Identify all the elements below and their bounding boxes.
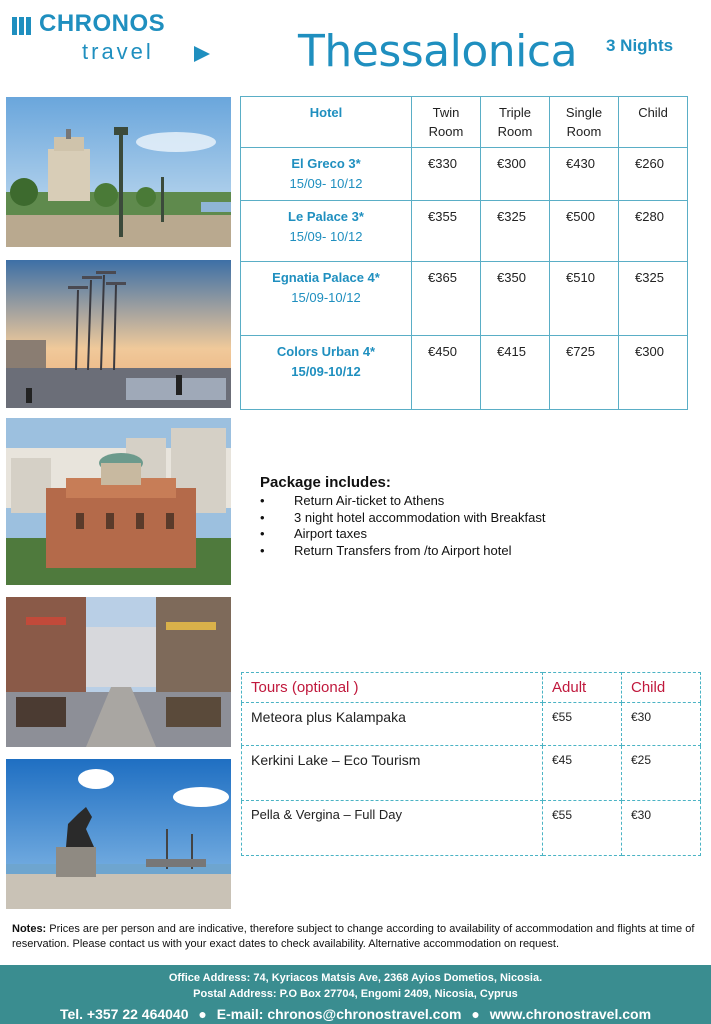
price-cell: €450: [412, 336, 481, 410]
table-row: [241, 262, 688, 336]
child-price: €30: [622, 801, 701, 856]
separator-dot: ●: [471, 1006, 480, 1022]
logo-bars-icon: [12, 17, 34, 35]
package-heading: Package includes:: [260, 474, 391, 491]
hotel-name: Colors Urban 4*: [276, 344, 376, 359]
package-includes: [260, 474, 545, 559]
price-cell: €325: [481, 201, 550, 262]
hotel-dates: 15/09-10/12: [291, 364, 361, 379]
notes: [12, 922, 702, 952]
alexander-statue-photo: [6, 759, 231, 909]
separator-dot: ●: [198, 1006, 207, 1022]
tour-name: Meteora plus Kalampaka: [242, 703, 543, 746]
notes-label: Notes:: [12, 923, 47, 935]
list-item: • 3 night hotel accommodation with Breakfast: [260, 510, 545, 527]
footer: [0, 965, 711, 1024]
hotel-dates: 15/09-10/12: [291, 290, 361, 305]
child-price: €30: [622, 703, 701, 746]
tours-table: [241, 672, 701, 856]
nights-label: 3 Nights: [606, 36, 674, 55]
price-cell: €415: [481, 336, 550, 410]
table-row: [242, 703, 701, 746]
hotel-name-cell: [241, 201, 412, 262]
hotel-name-cell: [241, 336, 412, 410]
website-link[interactable]: www.chronostravel.com: [489, 1006, 652, 1022]
child-header: Child: [619, 97, 688, 148]
umbrellas-sculpture-photo: [6, 260, 231, 408]
list-item: • Airport taxes: [260, 526, 545, 543]
phone-number: Tel. +357 22 464040: [59, 1006, 189, 1022]
price-cell: €330: [412, 148, 481, 201]
adult-header: Adult: [543, 673, 622, 703]
triple-room-header: Triple Room: [481, 97, 550, 148]
adult-price: €55: [543, 703, 622, 746]
price-cell: €325: [619, 262, 688, 336]
logo-arrow-icon: [194, 46, 210, 62]
table-row: [241, 336, 688, 410]
child-header: Child: [622, 673, 701, 703]
price-cell: €510: [550, 262, 619, 336]
hotel-name: Le Palace 3*: [288, 209, 364, 224]
price-cell: €300: [481, 148, 550, 201]
office-address: Office Address: 74, Kyriacos Matsis Ave, 2368 Ayios Dometios, Nicosia.: [168, 972, 543, 984]
tours-header: Tours (optional ): [242, 673, 543, 703]
postal-address: Postal Address: P.O Box 27704, Engomi 2409, Nicosia, Cyprus: [193, 988, 518, 1000]
price-cell: €355: [412, 201, 481, 262]
hotel-name: El Greco 3*: [291, 156, 361, 171]
white-tower-photo: [6, 97, 231, 247]
price-cell: €430: [550, 148, 619, 201]
price-cell: €725: [550, 336, 619, 410]
child-price: €25: [622, 746, 701, 801]
page-title: Thessalonica: [298, 26, 578, 77]
twin-room-header: Twin Room: [412, 97, 481, 148]
hotel-column-header: Hotel: [241, 97, 412, 148]
price-cell: €280: [619, 201, 688, 262]
table-row: [242, 746, 701, 801]
contact-line: [0, 1004, 711, 1024]
price-cell: €350: [481, 262, 550, 336]
rotunda-photo: [6, 418, 231, 585]
email-link[interactable]: E-mail: chronos@chronostravel.com: [216, 1006, 462, 1022]
list-item: • Return Air-ticket to Athens: [260, 493, 545, 510]
street-cafe-photo: [6, 597, 231, 747]
tours-header-row: [242, 673, 701, 703]
hotel-price-table: [240, 96, 688, 410]
list-item: • Return Transfers from /to Airport hotel: [260, 543, 545, 560]
hotel-name: Egnatia Palace 4*: [272, 270, 380, 285]
hotel-name-cell: [241, 148, 412, 201]
price-cell: €300: [619, 336, 688, 410]
price-cell: €365: [412, 262, 481, 336]
table-row: [242, 801, 701, 856]
table-row: [241, 201, 688, 262]
price-cell: €500: [550, 201, 619, 262]
tour-name: Kerkini Lake – Eco Tourism: [242, 746, 543, 801]
hotel-table-header-row: [241, 97, 688, 148]
single-room-header: Single Room: [550, 97, 619, 148]
logo-sub-text: travel: [82, 39, 154, 64]
hotel-dates: 15/09- 10/12: [289, 229, 363, 244]
logo-brand-text: CHRONOS: [39, 10, 166, 37]
chronos-logo: [12, 12, 212, 64]
price-cell: €260: [619, 148, 688, 201]
hotel-dates: 15/09- 10/12: [289, 176, 363, 191]
table-row: [241, 148, 688, 201]
adult-price: €55: [543, 801, 622, 856]
tour-name: Pella & Vergina – Full Day: [242, 801, 543, 856]
notes-text: Prices are per person and are indicative, therefore subject to change according to availability of accommodation and flights at time of reservation. Please contact us with your exact dates to check availability. Alternative accommodation on request.: [12, 923, 695, 950]
hotel-name-cell: [241, 262, 412, 336]
adult-price: €45: [543, 746, 622, 801]
